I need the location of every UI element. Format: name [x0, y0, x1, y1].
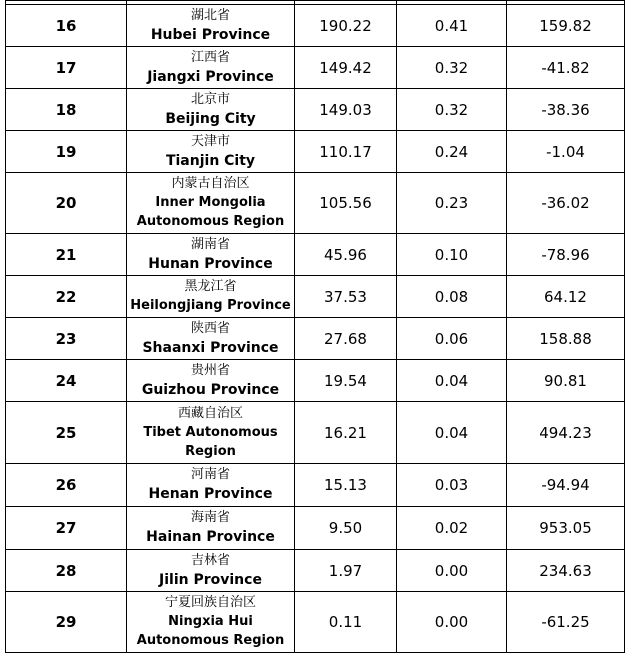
rank-cell: 17 — [6, 47, 127, 89]
share-cell: 0.32 — [397, 89, 507, 131]
table-row — [6, 234, 625, 276]
value-cell: 105.56 — [295, 173, 397, 234]
share-cell: 0.06 — [397, 318, 507, 360]
region-name-zh: 江西省 — [190, 49, 230, 65]
region-name-en: Tianjin City — [165, 152, 256, 169]
change-cell: 90.81 — [507, 360, 625, 402]
region-cell — [127, 592, 295, 653]
value-cell: 190.22 — [295, 5, 397, 47]
rank-cell: 28 — [6, 550, 127, 592]
region-cell — [127, 234, 295, 276]
share-cell: 0.08 — [397, 276, 507, 318]
table-row — [6, 318, 625, 360]
region-cell — [127, 173, 295, 234]
value-cell: 149.03 — [295, 89, 397, 131]
table-row — [6, 507, 625, 550]
value-cell: 1.97 — [295, 550, 397, 592]
region-name-en: Heilongjiang Province — [130, 298, 291, 313]
table-row — [6, 89, 625, 131]
table-row — [6, 5, 625, 47]
table-row — [6, 276, 625, 318]
value-cell: 27.68 — [295, 318, 397, 360]
region-name-zh: 海南省 — [190, 510, 230, 525]
value-cell: 15.13 — [295, 464, 397, 507]
region-name-en: Guizhou Province — [141, 381, 280, 398]
change-cell: -41.82 — [507, 47, 625, 89]
value-cell: 0.11 — [295, 592, 397, 653]
value-cell: 37.53 — [295, 276, 397, 318]
region-cell — [127, 5, 295, 47]
region-name-zh: 湖北省 — [190, 7, 230, 23]
table-row — [6, 47, 625, 89]
value-cell: 16.21 — [295, 402, 397, 464]
region-name-zh: 西藏自治区 — [177, 405, 243, 421]
region-cell — [127, 276, 295, 318]
rank-cell: 24 — [6, 360, 127, 402]
value-cell: 9.50 — [295, 507, 397, 550]
province-table-container — [5, 0, 624, 653]
change-cell: -38.36 — [507, 89, 625, 131]
share-cell: 0.10 — [397, 234, 507, 276]
region-name-en-line2: Autonomous Region — [136, 633, 285, 648]
table-row — [6, 592, 625, 653]
change-cell: 158.88 — [507, 318, 625, 360]
region-cell — [127, 89, 295, 131]
value-cell: 19.54 — [295, 360, 397, 402]
value-cell: 110.17 — [295, 131, 397, 173]
share-cell: 0.04 — [397, 360, 507, 402]
value-cell: 45.96 — [295, 234, 397, 276]
rank-cell: 18 — [6, 89, 127, 131]
share-cell: 0.23 — [397, 173, 507, 234]
change-cell: -36.02 — [507, 173, 625, 234]
rank-cell: 21 — [6, 234, 127, 276]
region-name-en: Henan Province — [148, 486, 273, 502]
region-cell — [127, 550, 295, 592]
region-name-zh: 吉林省 — [190, 552, 230, 568]
table-row — [6, 550, 625, 592]
table-row — [6, 464, 625, 507]
region-name-en: Hainan Province — [146, 529, 275, 545]
change-cell: -1.04 — [507, 131, 625, 173]
region-cell — [127, 131, 295, 173]
table-row — [6, 360, 625, 402]
rank-cell: 27 — [6, 507, 127, 550]
region-cell — [127, 360, 295, 402]
rank-cell: 22 — [6, 276, 127, 318]
region-name-zh: 湖南省 — [190, 236, 230, 252]
change-cell: 159.82 — [507, 5, 625, 47]
table-row — [6, 173, 625, 234]
region-name-en: Hubei Province — [150, 26, 271, 43]
share-cell: 0.03 — [397, 464, 507, 507]
change-cell: 494.23 — [507, 402, 625, 464]
region-name-en: Hunan Province — [148, 255, 273, 272]
share-cell: 0.04 — [397, 402, 507, 464]
rank-cell: 23 — [6, 318, 127, 360]
change-cell: -78.96 — [507, 234, 625, 276]
region-name-en-line1: Tibet Autonomous — [143, 424, 278, 440]
table-row — [6, 402, 625, 464]
change-cell: -61.25 — [507, 592, 625, 653]
change-cell: 234.63 — [507, 550, 625, 592]
region-name-zh: 贵州省 — [190, 362, 230, 378]
share-cell: 0.41 — [397, 5, 507, 47]
region-name-zh: 天津市 — [190, 133, 230, 149]
region-name-zh: 黑龙江省 — [184, 279, 237, 294]
region-cell — [127, 47, 295, 89]
rank-cell: 16 — [6, 5, 127, 47]
region-name-zh: 北京市 — [190, 91, 230, 107]
region-name-en: Jilin Province — [159, 571, 262, 588]
change-cell: 64.12 — [507, 276, 625, 318]
region-name-zh: 河南省 — [190, 467, 230, 482]
share-cell: 0.02 — [397, 507, 507, 550]
region-cell — [127, 402, 295, 464]
share-cell: 0.24 — [397, 131, 507, 173]
table-row — [6, 131, 625, 173]
region-name-en: Shaanxi Province — [142, 339, 279, 356]
share-cell: 0.00 — [397, 550, 507, 592]
region-cell — [127, 507, 295, 550]
region-name-en: Jiangxi Province — [147, 68, 274, 85]
region-name-zh: 内蒙古自治区 — [171, 176, 250, 191]
rank-cell: 19 — [6, 131, 127, 173]
region-cell — [127, 318, 295, 360]
rank-cell: 20 — [6, 173, 127, 234]
region-name-zh: 陕西省 — [190, 320, 230, 336]
change-cell: 953.05 — [507, 507, 625, 550]
rank-cell: 29 — [6, 592, 127, 653]
region-name-zh: 宁夏回族自治区 — [164, 595, 256, 610]
region-name-en: Beijing City — [165, 110, 256, 127]
share-cell: 0.32 — [397, 47, 507, 89]
rank-cell: 26 — [6, 464, 127, 507]
rank-cell: 25 — [6, 402, 127, 464]
change-cell: -94.94 — [507, 464, 625, 507]
share-cell: 0.00 — [397, 592, 507, 653]
value-cell: 149.42 — [295, 47, 397, 89]
region-name-en-line1: Inner Mongolia — [155, 195, 266, 210]
province-ranking-table — [5, 0, 625, 653]
region-name-en-line1: Ningxia Hui — [168, 614, 253, 629]
region-cell — [127, 464, 295, 507]
region-name-en-line2: Autonomous Region — [136, 214, 285, 229]
region-name-en-line2: Region — [185, 443, 236, 459]
